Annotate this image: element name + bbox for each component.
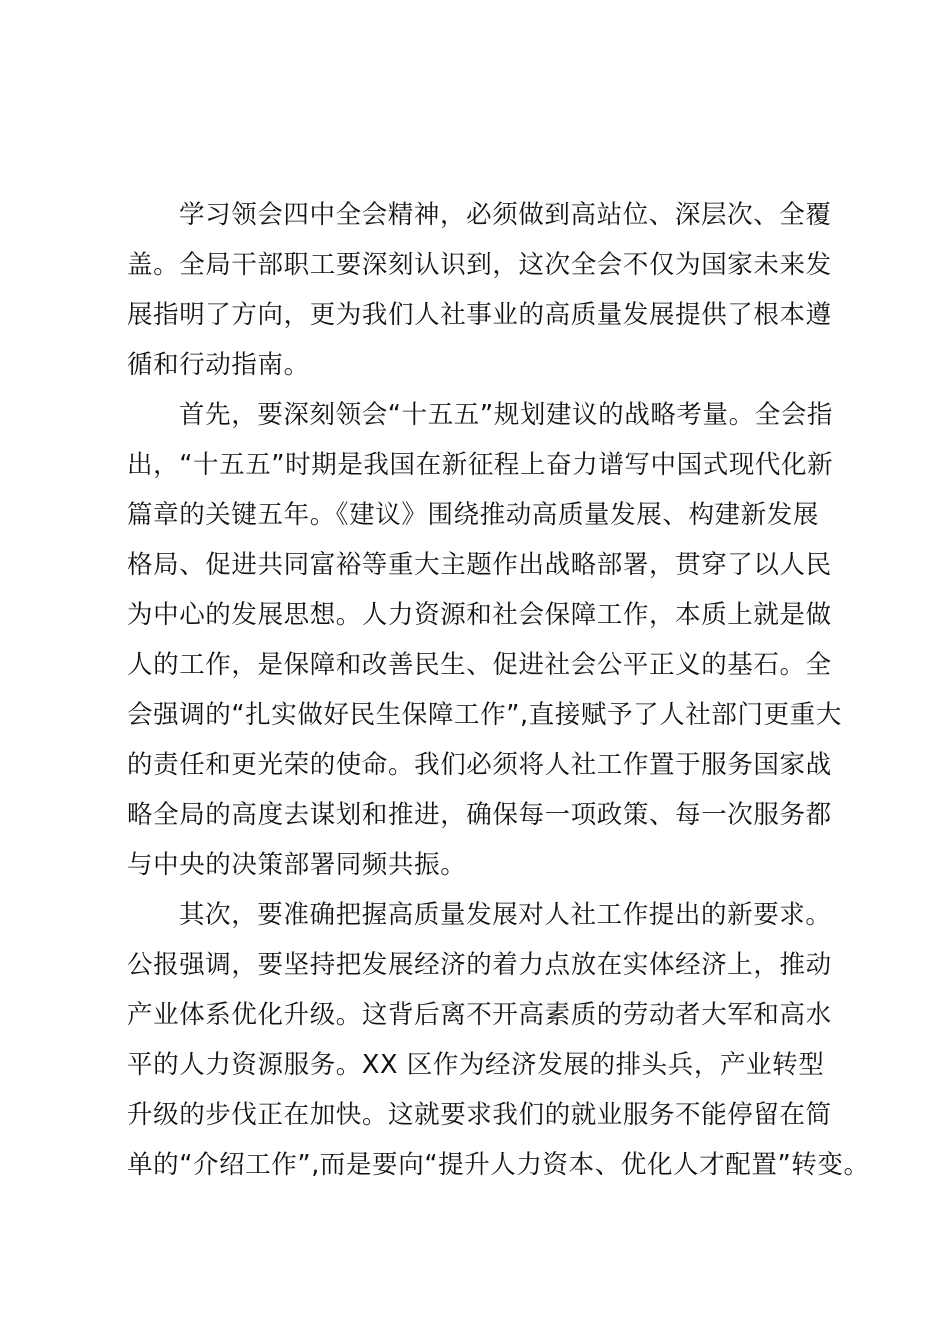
text-line: 循和行动指南。 — [127, 350, 310, 380]
text-line: 的责任和更光荣的使命。我们必须将人社工作置于服务国家战 — [127, 750, 832, 780]
text-line: 其次，要准确把握高质量发展对人社工作提出的新要求。 — [179, 900, 832, 930]
text-line: 升级的步伐正在加快。这就要求我们的就业服务不能停留在简 — [127, 1100, 832, 1130]
text-line: 展指明了方向，更为我们人社事业的高质量发展提供了根本遵 — [127, 300, 832, 330]
text-line: 盖。全局干部职工要深刻认识到，这次全会不仅为国家未来发 — [127, 250, 832, 280]
paragraph-3 — [127, 895, 870, 1195]
text-line: 单的“介绍工作”,而是要向“提升人力资本、优化人才配置”转变。 — [127, 1150, 870, 1180]
document-page — [127, 195, 870, 1195]
text-line: 篇章的关键五年。《建议》围绕推动高质量发展、构建新发展 — [127, 500, 819, 530]
text-line: 格局、促进共同富裕等重大主题作出战略部署，贯穿了以人民 — [127, 550, 832, 580]
text-line: 产业体系优化升级。这背后离不开高素质的劳动者大军和高水 — [127, 1000, 832, 1030]
paragraph-1 — [127, 195, 832, 395]
text-line: 与中央的决策部署同频共振。 — [127, 850, 467, 880]
paragraph-2 — [127, 395, 842, 895]
text-line: 为中心的发展思想。人力资源和社会保障工作，本质上就是做 — [127, 600, 832, 630]
text-line: 首先，要深刻领会“十五五”规划建议的战略考量。全会指 — [179, 400, 834, 430]
text-line: 出，“十五五”时期是我国在新征程上奋力谱写中国式现代化新 — [127, 450, 834, 480]
text-line: 学习领会四中全会精神，必须做到高站位、深层次、全覆 — [179, 200, 832, 230]
text-line: 公报强调，要坚持把发展经济的着力点放在实体经济上，推动 — [127, 950, 832, 980]
text-line: 略全局的高度去谋划和推进，确保每一项政策、每一次服务都 — [127, 800, 832, 830]
text-line: 会强调的“扎实做好民生保障工作”,直接赋予了人社部门更重大 — [127, 700, 842, 730]
text-line: 平的人力资源服务。XX 区作为经济发展的排头兵，产业转型 — [127, 1050, 825, 1080]
text-line: 人的工作，是保障和改善民生、促进社会公平正义的基石。全 — [127, 650, 832, 680]
